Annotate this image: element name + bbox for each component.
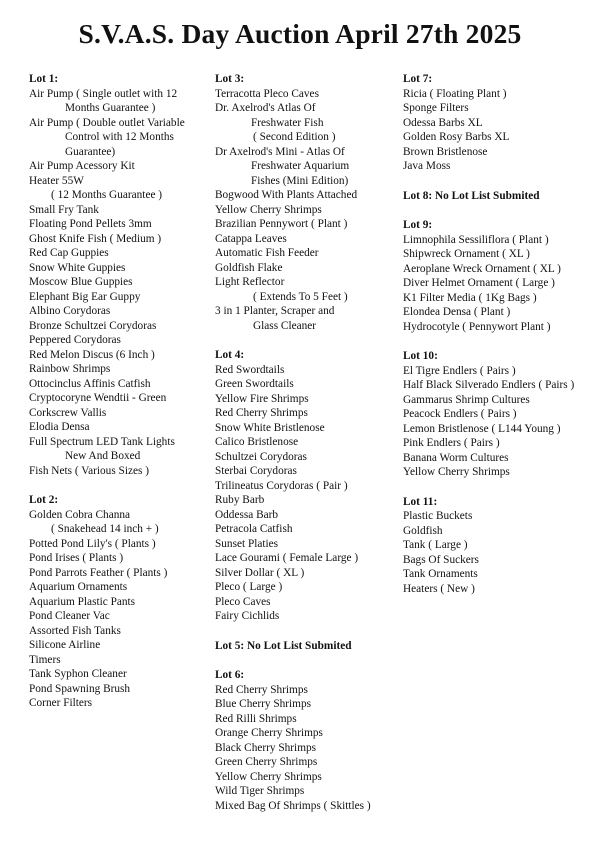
lot-item: Pleco ( Large ) <box>215 581 283 593</box>
lot-title: Lot 1: <box>29 73 59 85</box>
lot-item: Green Cherry Shrimps <box>215 756 318 768</box>
lot-item-continuation: ( Second Edition ) <box>253 131 336 143</box>
lot-item: Dr. Axelrod's Atlas Of <box>215 102 316 114</box>
lot-item: Black Cherry Shrimps <box>215 741 317 754</box>
lot-item: Pond Spawning Brush <box>29 682 131 695</box>
lot-item: Aquarium Plastic Pants <box>29 595 136 608</box>
lot-item: Peacock Endlers ( Pairs ) <box>403 408 517 420</box>
lot-item: Sponge Filters <box>403 102 469 114</box>
lot-7 <box>403 72 593 174</box>
lot-item: Corner Filters <box>29 697 93 709</box>
lot-item: Hydrocotyle ( Pennywort Plant ) <box>403 320 551 333</box>
page-title: S.V.A.S. Day Auction April 27th 2025 <box>78 18 522 49</box>
lot-10 <box>403 349 593 480</box>
lot-item: Gammarus Shrimp Cultures <box>403 393 530 406</box>
lot-item: Fairy Cichlids <box>215 610 280 622</box>
lot-item: 3 in 1 Planter, Scraper and <box>215 305 335 317</box>
lot-8 <box>403 189 593 204</box>
column-2 <box>215 72 400 828</box>
lot-item-continuation: ( Snakehead 14 inch + ) <box>51 523 159 535</box>
lot-item: Yellow Cherry Shrimps <box>215 770 322 783</box>
lot-item: Assorted Fish Tanks <box>29 624 121 637</box>
lot-item: Calico Bristlenose <box>215 436 299 448</box>
lot-item: Floating Pond Pellets 3mm <box>29 218 152 230</box>
lot-item-continuation: ( 12 Months Guarantee ) <box>51 189 163 201</box>
lot-item: Wild Tiger Shrimps <box>215 785 305 797</box>
lot-item: Sterbai Corydoras <box>215 465 297 477</box>
lot-item: Air Pump ( Double outlet Variable <box>29 116 185 129</box>
lot-item: Ricia ( Floating Plant ) <box>403 87 507 100</box>
lot-item: Silicone Airline <box>29 639 101 651</box>
lot-item: Elondea Densa ( Plant ) <box>403 306 511 318</box>
lot-title: Lot 3: <box>215 73 245 85</box>
lot-item: Red Cherry Shrimps <box>215 407 308 419</box>
lot-item: Aquarium Ornaments <box>29 581 128 593</box>
lot-item: Petracola Catfish <box>215 523 293 535</box>
lot-item-continuation: Fishes (Mini Edition) <box>251 174 349 187</box>
lot-item: Goldfish <box>403 524 443 537</box>
lot-item: Java Moss <box>403 160 451 172</box>
lot-6 <box>215 668 400 813</box>
lot-title: Lot 9: <box>403 219 433 231</box>
lot-item: Tank Syphon Cleaner <box>29 668 127 680</box>
lot-item: Plastic Buckets <box>403 510 473 522</box>
lot-title: Lot 8: No Lot List Submited <box>403 189 540 202</box>
lot-item: Yellow Fire Shrimps <box>215 392 309 405</box>
lot-item: Golden Cobra Channa <box>29 508 131 521</box>
lot-11 <box>403 495 593 597</box>
lot-item: Oddessa Barb <box>215 508 279 521</box>
lot-item: El Tigre Endlers ( Pairs ) <box>403 364 516 377</box>
lot-item: Timers <box>29 653 61 666</box>
lot-item: Corkscrew Vallis <box>29 406 107 419</box>
lot-item: Pond Irises ( Plants ) <box>29 552 124 564</box>
lot-item: Shipwreck Ornament ( XL ) <box>403 248 530 260</box>
lot-title: Lot 4: <box>215 349 245 361</box>
lot-title: Lot 11: <box>403 495 438 508</box>
lot-item: Banana Worm Cultures <box>403 451 509 464</box>
lot-item: Blue Cherry Shrimps <box>215 698 312 710</box>
lot-item: Elephant Big Ear Guppy <box>29 290 141 303</box>
lot-item: Mixed Bag Of Shrimps ( Skittles ) <box>215 799 371 812</box>
lot-item: Red Cap Guppies <box>29 247 109 259</box>
lot-item-continuation: Guarantee) <box>65 145 116 158</box>
lot-item: Catappa Leaves <box>215 232 287 245</box>
lot-9 <box>403 218 593 334</box>
lot-item: Tank ( Large ) <box>403 539 468 551</box>
lot-item: K1 Filter Media ( 1Kg Bags ) <box>403 291 537 304</box>
lot-item: Green Swordtails <box>215 378 294 390</box>
lot-item: Red Cherry Shrimps <box>215 683 308 696</box>
lot-title: Lot 7: <box>403 73 433 85</box>
lot-item-continuation: Months Guarantee ) <box>65 102 156 114</box>
lot-item: Potted Pond Lily's ( Plants ) <box>29 537 156 550</box>
lot-item: Pond Cleaner Vac <box>29 610 110 622</box>
lot-item: Yellow Cherry Shrimps <box>215 203 322 216</box>
lot-item: Limnophila Sessiliflora ( Plant ) <box>403 233 549 246</box>
column-3 <box>403 72 593 611</box>
lot-item-continuation: Freshwater Fish <box>251 116 324 129</box>
lot-item: Automatic Fish Feeder <box>215 247 319 259</box>
lot-3 <box>215 72 400 333</box>
lot-item: Red Melon Discus (6 Inch ) <box>29 348 155 361</box>
lot-item: Pink Endlers ( Pairs ) <box>403 437 500 449</box>
lot-item-continuation: Control with 12 Months <box>65 131 174 143</box>
lot-item: Dr Axelrod's Mini - Atlas Of <box>215 145 345 158</box>
lot-item: Snow White Bristlenose <box>215 421 325 434</box>
lot-item: Aeroplane Wreck Ornament ( XL ) <box>403 262 561 275</box>
lot-item: Terracotta Pleco Caves <box>215 87 319 100</box>
lot-item: Bogwood With Plants Attached <box>215 189 358 201</box>
lot-item: Fish Nets ( Various Sizes ) <box>29 464 149 477</box>
lot-title: Lot 2: <box>29 494 59 506</box>
column-1 <box>29 72 209 726</box>
lot-item: Golden Rosy Barbs XL <box>403 131 510 143</box>
lot-title: Lot 6: <box>215 669 245 681</box>
lot-item: Heater 55W <box>29 174 84 187</box>
lot-item-continuation: ( Extends To 5 Feet ) <box>253 290 348 303</box>
lot-item: Heaters ( New ) <box>403 582 475 595</box>
lot-item: Rainbow Shrimps <box>29 363 111 375</box>
lot-item: Moscow Blue Guppies <box>29 276 133 288</box>
lot-item: Pleco Caves <box>215 595 271 608</box>
lot-item: Ruby Barb <box>215 494 265 506</box>
lot-item: Bags Of Suckers <box>403 553 479 566</box>
lot-title: Lot 5: No Lot List Submited <box>215 639 352 652</box>
lot-item: Light Reflector <box>215 276 285 288</box>
lot-2 <box>29 493 209 711</box>
lot-item: Brown Bristlenose <box>403 145 488 158</box>
lot-item: Snow White Guppies <box>29 261 126 274</box>
lot-item: Elodia Densa <box>29 421 90 433</box>
lot-item: Brazilian Pennywort ( Plant ) <box>215 218 348 230</box>
lot-item: Sunset Platies <box>215 537 279 550</box>
lot-item: Lemon Bristlenose ( L144 Young ) <box>403 422 561 435</box>
lot-item: Yellow Cherry Shrimps <box>403 466 510 478</box>
lot-item: Odessa Barbs XL <box>403 116 483 129</box>
lot-item: Bronze Schultzei Corydoras <box>29 319 157 332</box>
lot-item: Small Fry Tank <box>29 203 99 216</box>
lot-item: Peppered Corydoras <box>29 334 121 346</box>
lot-item: Schultzei Corydoras <box>215 450 307 463</box>
lot-item: Air Pump Acessory Kit <box>29 160 135 172</box>
lot-item: Lace Gourami ( Female Large ) <box>215 552 359 564</box>
lot-item: Albino Corydoras <box>29 305 111 317</box>
lot-item: Cryptocoryne Wendtii - Green <box>29 392 167 404</box>
lot-item: Ottocinclus Affinis Catfish <box>29 377 151 390</box>
lot-item: Ghost Knife Fish ( Medium ) <box>29 232 162 245</box>
lot-item: Silver Dollar ( XL ) <box>215 566 305 579</box>
lot-item-continuation: Freshwater Aquarium <box>251 160 350 172</box>
lot-item: Trilineatus Corydoras ( Pair ) <box>215 479 348 492</box>
lot-item: Orange Cherry Shrimps <box>215 727 323 739</box>
lot-item: Tank Ornaments <box>403 568 478 580</box>
lot-item: Pond Parrots Feather ( Plants ) <box>29 566 168 579</box>
lot-item: Red Swordtails <box>215 363 285 376</box>
lot-5 <box>215 639 400 654</box>
lot-4 <box>215 348 400 624</box>
lot-item: Air Pump ( Single outlet with 12 <box>29 87 178 100</box>
lot-1 <box>29 72 209 478</box>
lot-item: Half Black Silverado Endlers ( Pairs ) <box>403 379 575 391</box>
lot-item: Full Spectrum LED Tank Lights <box>29 435 175 448</box>
lot-item: Red Rilli Shrimps <box>215 712 297 725</box>
lot-item-continuation: New And Boxed <box>65 450 141 462</box>
lot-title: Lot 10: <box>403 350 438 362</box>
lot-item: Diver Helmet Ornament ( Large ) <box>403 277 555 289</box>
lot-item-continuation: Glass Cleaner <box>253 319 317 332</box>
lot-item: Goldfish Flake <box>215 261 283 274</box>
